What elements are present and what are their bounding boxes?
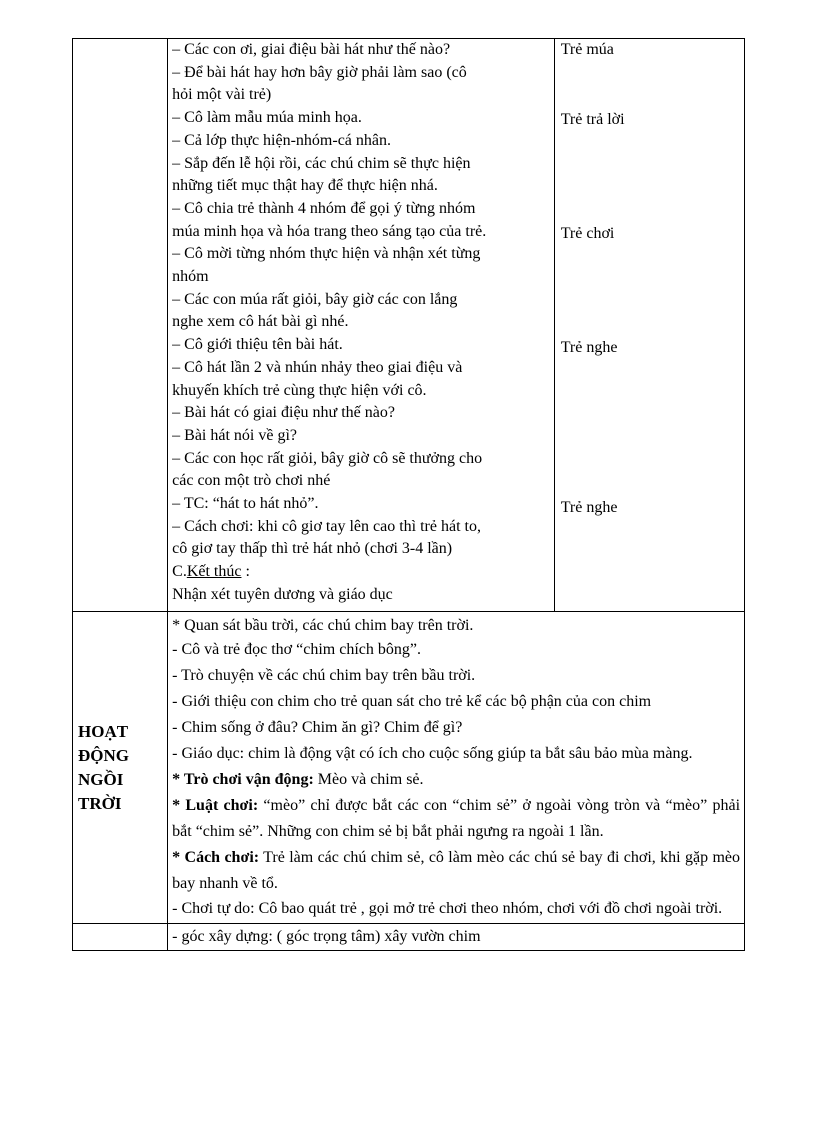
outdoor-activity-cell — [168, 612, 745, 924]
response-text: Trẻ nghe — [560, 339, 618, 356]
activity-line: – Cách chơi: khi cô giơ tay lên cao thì trẻ hát to, — [172, 517, 481, 535]
ending-prefix: C. — [172, 563, 187, 581]
activity-line: – Các con học rất giỏi, bây giờ cô sẽ thưởng cho — [172, 449, 483, 467]
observe-line: * Quan sát bầu trời, các chú chim bay trên trời. — [172, 617, 474, 634]
activity-label-cell-empty — [73, 39, 168, 612]
table-row — [73, 39, 745, 612]
how-text: Trẻ làm các chú chim sẻ, cô làm mèo các chú sẻ bay đi chơi, khi gặp mèo bay nhanh về tổ. — [172, 849, 741, 892]
teacher-activities-cell — [168, 39, 555, 612]
table-row — [73, 612, 745, 924]
rule-paragraph — [172, 793, 740, 845]
question-line: - Chim sống ở đâu? Chim ăn gì? Chim để gì? — [172, 719, 463, 736]
how-label: * Cách chơi: — [172, 849, 260, 866]
rule-text: “mèo” chỉ được bắt các con “chim sẻ” ở ngoài vòng tròn và “mèo” phải bắt “chim sẻ”. Những con chim sẻ bị bắt phải ngưng ra ngoài 1 lần. — [172, 797, 741, 840]
child-responses-cell — [554, 39, 744, 612]
section-label-cell — [73, 612, 168, 924]
poem-line: - Cô và trẻ đọc thơ “chim chích bông”. — [172, 641, 421, 658]
activity-line: nhóm — [172, 268, 209, 286]
label-line: HOẠT — [78, 721, 129, 741]
activity-line: – Sắp đến lễ hội rồi, các chú chim sẽ thực hiện — [172, 154, 471, 172]
talk-line: - Trò chuyện về các chú chim bay trên bầu trời. — [172, 667, 476, 684]
lesson-plan-table — [72, 38, 745, 951]
game-name: Mèo và chim sẻ. — [313, 771, 424, 788]
rule-label: * Luật chơi: — [172, 797, 259, 814]
activity-line: – Bài hát có giai điệu như thế nào? — [172, 404, 395, 422]
activity-line: – Để bài hát hay hơn bây giờ phải làm sao (cô — [172, 63, 467, 81]
activity-line: – Cô mời từng nhóm thực hiện và nhận xét từng — [172, 245, 481, 263]
response-text: Trẻ múa — [560, 41, 614, 58]
activity-label-cell-empty — [73, 924, 168, 951]
how-paragraph — [172, 845, 740, 897]
activity-line: – TC: “hát to hát nhỏ”. — [172, 495, 319, 513]
ending-title: Kết thúc — [186, 563, 242, 581]
ending-heading — [172, 561, 550, 584]
activity-line: những tiết mục thật hay để thực hiện nhá. — [172, 177, 438, 195]
activity-line: – Các con múa rất giỏi, bây giờ các con lắng — [172, 290, 458, 308]
game-line — [172, 767, 740, 793]
introduce-paragraph: - Giới thiệu con chim cho trẻ quan sát cho trẻ kể các bộ phận của con chim — [172, 693, 652, 710]
activity-line: – Cả lớp thực hiện-nhóm-cá nhân. — [172, 131, 391, 149]
response-text: Trẻ chơi — [560, 225, 615, 242]
corner-activity-text: - góc xây dựng: ( góc trọng tâm) xây vườn chim — [172, 928, 481, 945]
activity-line: – Cô giới thiệu tên bài hát. — [172, 336, 343, 354]
education-paragraph: - Giáo dục: chim là động vật có ích cho cuộc sống giúp ta bắt sâu bảo mùa màng. — [172, 745, 693, 762]
label-line: TRỜI — [78, 793, 122, 813]
label-line: NGỒI — [78, 769, 124, 789]
activity-line: – Cô chia trẻ thành 4 nhóm để gọi ý từng nhóm — [172, 199, 476, 217]
activity-line: hỏi một vài trẻ) — [172, 86, 272, 104]
response-text: Trẻ nghe — [560, 499, 618, 516]
activity-line: khuyến khích trẻ cùng thực hiện với cô. — [172, 381, 427, 399]
response-text: Trẻ trả lời — [560, 111, 625, 128]
activity-line: cô giơ tay thấp thì trẻ hát nhỏ (chơi 3-4 lần) — [172, 540, 453, 558]
ending-text: Nhận xét tuyên dương và giáo dục — [172, 585, 393, 603]
activity-line: nghe xem cô hát bài gì nhé. — [172, 313, 349, 331]
game-label: * Trò chơi vận động: — [172, 771, 314, 788]
corner-activity-cell — [168, 924, 745, 951]
activity-line: – Các con ơi, giai điệu bài hát như thế nào? — [172, 41, 451, 58]
free-play-paragraph: - Chơi tự do: Cô bao quát trẻ , gọi mở trẻ chơi theo nhóm, chơi với đồ chơi ngoài trời. — [172, 900, 723, 917]
activity-line: – Cô hát lần 2 và nhún nhảy theo giai điệu và — [172, 358, 463, 376]
activity-line: – Cô làm mẫu múa minh họa. — [172, 109, 362, 127]
table-row — [73, 924, 745, 951]
activity-line: múa minh họa và hóa trang theo sáng tạo của trẻ. — [172, 222, 487, 240]
activity-line: các con một trò chơi nhé — [172, 472, 331, 490]
label-line: ĐỘNG — [78, 745, 129, 765]
activity-line: – Bài hát nói về gì? — [172, 426, 297, 444]
section-label — [73, 720, 167, 816]
ending-suffix: : — [241, 563, 250, 581]
